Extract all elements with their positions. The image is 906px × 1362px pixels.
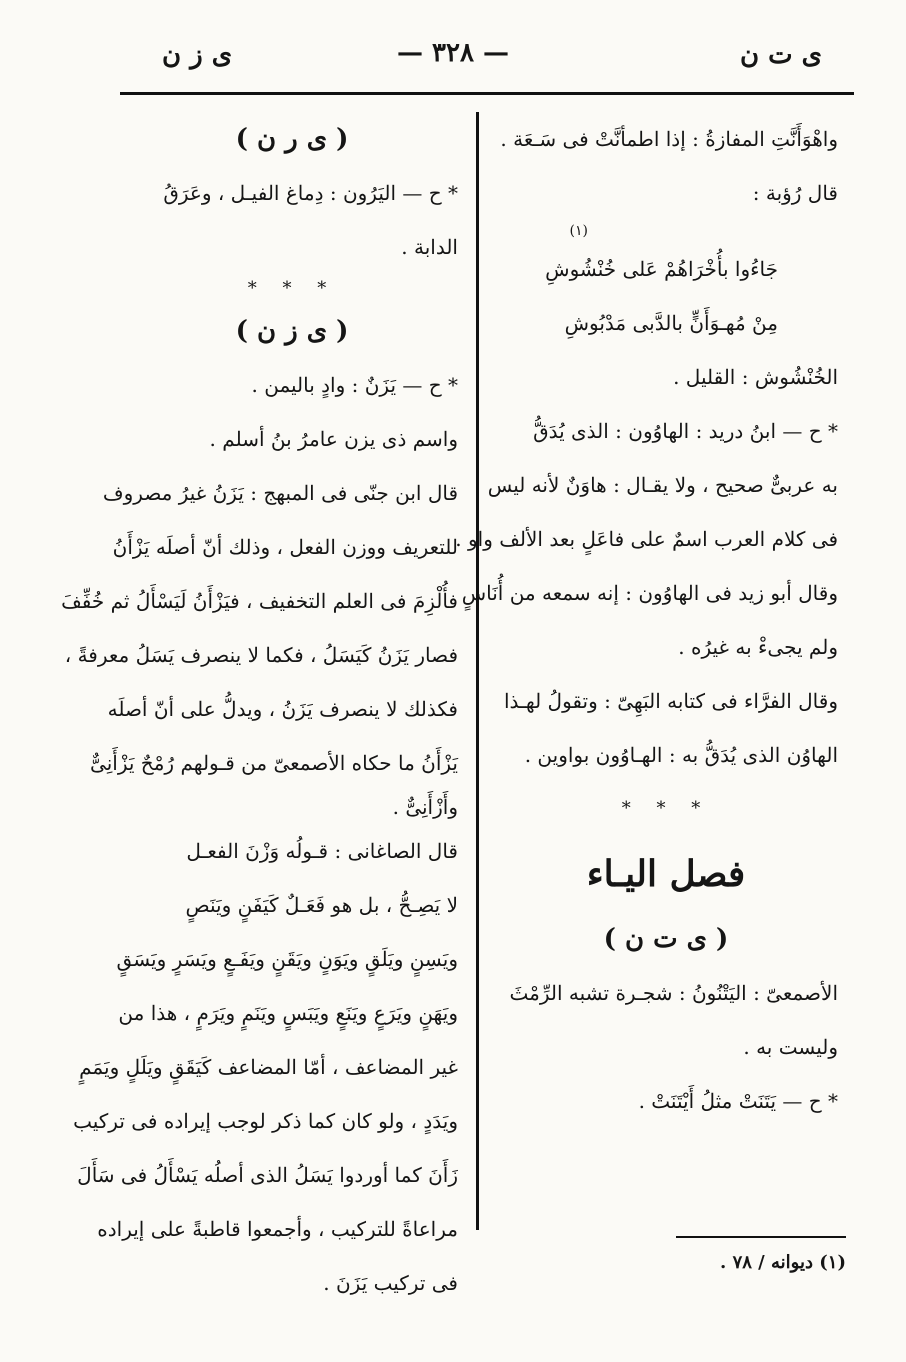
entry-heading: ( ى ت ن ) (603, 924, 729, 954)
text-line: به عربىٌّ صحيح ، ولا يقـال : هاوَنٌ لأنه ليس (487, 473, 838, 497)
text-line: وليست به . (743, 1035, 838, 1059)
text-line: الدابة . (401, 235, 458, 259)
text-line: ويَدَدٍ ، ولو كان كما ذكر لوجب إيراده فى تركيب (73, 1109, 458, 1133)
text-line: ويَهَنٍ ويَرَعٍ ويَنَعٍ ويَبَسٍ ويَنَمٍ ويَرَمٍ ، هذا من (118, 1001, 458, 1025)
text-line: غير المضاعف ، أمّا المضاعف كَيَقَقٍ ويَلَلٍ ويَمَمٍ (79, 1055, 458, 1079)
section-separator: * * * (247, 278, 337, 299)
verse-line: مِنْ مُهـوَأَنٍّ بالدَّبى مَدْبُوشِ (564, 311, 778, 335)
text-line: فصار يَزَنُ كَيَسَلُ ، فكما لا ينصرف يَسَلُ معرفةً ، (64, 643, 458, 667)
text-line: فى كلام العرب اسمٌ على فاعَلٍ بعد الألف واو . (455, 527, 838, 551)
text-line: الأصمعىّ : اليَتْنُونُ : شجـرة تشبه الرِّمْثَ (509, 981, 838, 1005)
text-line: مراعاةً للتركيب ، وأجمعوا قاطبةً على إيراده (97, 1217, 458, 1241)
running-head-right: ى ت ن (739, 40, 822, 70)
chapter-title: فصل اليـاء (586, 853, 746, 895)
text-line: قال رُؤبة : (752, 181, 838, 205)
text-line: قال ابن جنّى فى المبهج : يَزَنُ غيرُ مصروف (102, 481, 458, 505)
footnote-marker: (١) (569, 223, 588, 239)
text-line: ولم يجىءْ به غيرُه . (678, 635, 838, 659)
section-separator: * * * (621, 798, 711, 819)
text-line: وقال أبو زيد فى الهاوُون : إنه سمعه من أُنَاسٍ (461, 581, 838, 605)
text-line: فى تركيب يَزَنَ . (323, 1271, 458, 1295)
text-line: * ح — اليَرُون : دِماغ الفيـل ، وعَرَقُ (163, 181, 458, 205)
text-line: لا يَصِـحُّ ، بل هو فَعَـلٌ كَيَفَنٍ ويَنَصٍ (185, 893, 458, 917)
header-rule (120, 92, 854, 95)
text-line: زَأَنَ كما أوردوا يَسَلُ الذى أصلُه يَسْأَلُ فى سَأَلَ (77, 1163, 458, 1187)
text-line: قال الصاغانى : قـولُه وَزْنَ الفعـل (186, 839, 458, 863)
text-line: * ح — يَتَنَتْ مثلُ أَيْتَنَتْ . (638, 1089, 838, 1113)
running-head-left: ى ز ن (162, 40, 233, 70)
text-line: * ح — يَزَنٌ : وادٍ باليمن . (251, 373, 458, 397)
text-line: للتعريف ووزن الفعل ، وذلك أنّ أصلَه يَزْأَنُ (112, 535, 458, 559)
text-line: يَزْأَنُ ما حكاه الأصمعىّ من قـولهم رُمْحٌ يَزْأَنِىٌّ (90, 751, 458, 775)
entry-heading: ( ى ز ن ) (235, 316, 349, 346)
text-line: فأُلْزِمَ فى العلم التخفيف ، فيَزْأَنُ لَيَسْأَلُ ثم خُفِّفَ (61, 589, 458, 613)
text-line: الهاوُن الذى يُدَقُّ به : الهـاوُون بواوين . (524, 743, 838, 767)
right-column (455, 112, 838, 1128)
left-column (61, 112, 458, 1310)
footnote-rule (676, 1236, 846, 1238)
column-divider (476, 112, 479, 1230)
text-line: واسم ذى يزن عامرُ بنُ أسلم . (209, 427, 458, 451)
verse-line: جَاءُوا بأُخْرَاهُمْ عَلى خُنْشُوشِ (545, 257, 778, 281)
text-line: الخُنْشُوش : القليل . (673, 365, 838, 389)
text-line: واهْوَأَنَّتِ المفازةُ : إذا اطمأنَّتْ فى سَـعَة . (500, 127, 838, 151)
text-line: وأَزْأَنِىٌّ . (392, 795, 458, 819)
text-line: ويَسِنٍ ويَلَقٍ ويَوَنٍ ويَقَنٍ ويَفَـعٍ ويَسَرٍ ويَسَقٍ (116, 947, 458, 971)
text-line: وقال الفرَّاء فى كتابه البَهِىّ : وتقولُ لهـذا (503, 689, 838, 713)
text-line: فكذلك لا ينصرف يَزَنُ ، ويدلُّ على أنّ أصلَه (107, 697, 458, 721)
footnote: (١) ديوانه / ٧٨ . (720, 1252, 846, 1273)
page-number: — ٣٢٨ — (396, 38, 510, 68)
entry-heading: ( ى ر ن ) (235, 124, 349, 154)
text-line: * ح — ابنُ دريد : الهاوُون : الذى يُدَقُّ (533, 419, 838, 443)
